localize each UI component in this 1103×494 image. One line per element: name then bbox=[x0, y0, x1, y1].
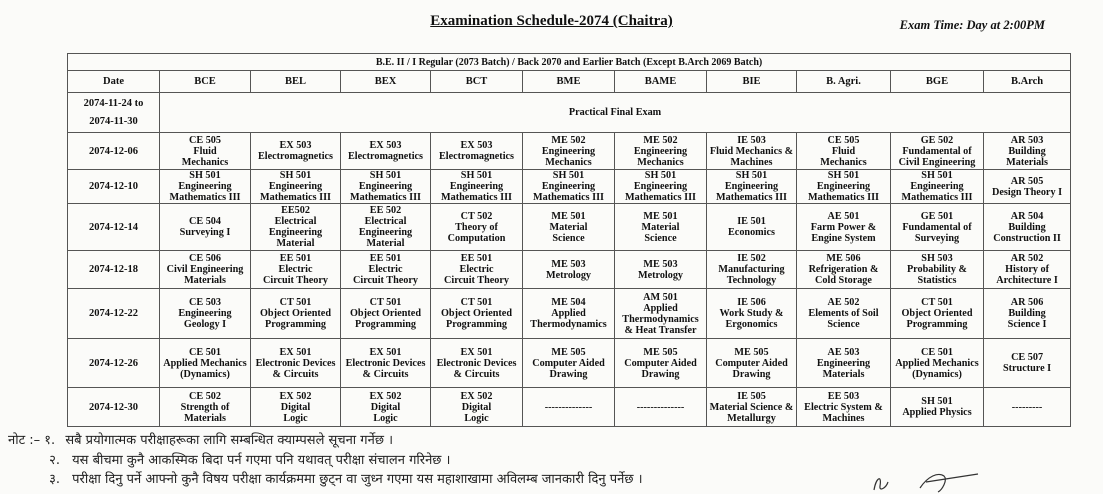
subject-cell: AR 503 Building Materials bbox=[984, 133, 1071, 170]
subject-cell: AR 502 History of Architecture I bbox=[984, 251, 1071, 289]
header-row bbox=[68, 71, 1071, 93]
subject-cell: EX 502 Digital Logic bbox=[341, 388, 431, 427]
date-cell: 2074-12-06 bbox=[68, 133, 160, 170]
date-cell: 2074-12-26 bbox=[68, 339, 160, 388]
subject-cell: ME 505 Computer Aided Drawing bbox=[615, 339, 707, 388]
subject-cell: --------- bbox=[984, 388, 1071, 427]
subject-cell: GE 501 Fundamental of Surveying bbox=[891, 204, 984, 251]
column-header: Date bbox=[68, 71, 160, 93]
column-header: BEL bbox=[251, 71, 341, 93]
subject-cell: AE 502 Elements of Soil Science bbox=[797, 289, 891, 339]
subject-cell: -------------- bbox=[615, 388, 707, 427]
subject-cell: SH 501 Engineering Mathematics III bbox=[251, 170, 341, 204]
note-number: ३. bbox=[49, 472, 60, 487]
subject-cell: EE 502 Electrical Engineering Material bbox=[341, 204, 431, 251]
column-header: BCE bbox=[160, 71, 251, 93]
column-header: BIE bbox=[707, 71, 797, 93]
subject-cell: CE 504 Surveying I bbox=[160, 204, 251, 251]
subject-cell: IE 501 Economics bbox=[707, 204, 797, 251]
schedule-row bbox=[68, 204, 1071, 251]
subject-cell: IE 502 Manufacturing Technology bbox=[707, 251, 797, 289]
subject-cell: SH 501 Engineering Mathematics III bbox=[891, 170, 984, 204]
subject-cell: SH 501 Engineering Mathematics III bbox=[615, 170, 707, 204]
practical-exam-label: Practical Final Exam bbox=[160, 93, 1071, 133]
subject-cell: SH 501 Engineering Mathematics III bbox=[160, 170, 251, 204]
note-item bbox=[8, 451, 643, 471]
note-text: सबै प्रयोगात्मक परीक्षाहरूका लागि सम्बन्धित क्याम्पसले सूचना गर्नेछ । bbox=[65, 433, 393, 448]
subject-cell: ME 504 Applied Thermodynamics bbox=[523, 289, 615, 339]
exam-time: Exam Time: Day at 2:00PM bbox=[899, 18, 1045, 32]
subject-cell: CE 505 Fluid Mechanics bbox=[160, 133, 251, 170]
column-header: BEX bbox=[341, 71, 431, 93]
subject-cell: CE 501 Applied Mechanics (Dynamics) bbox=[160, 339, 251, 388]
subject-cell: CT 501 Object Oriented Programming bbox=[341, 289, 431, 339]
practical-date-start: 2074-11-24 to bbox=[83, 98, 144, 109]
note-item bbox=[8, 470, 643, 490]
subject-cell: AE 503 Engineering Materials bbox=[797, 339, 891, 388]
signature bbox=[868, 468, 1018, 494]
column-header: B. Agri. bbox=[797, 71, 891, 93]
schedule-table bbox=[67, 53, 1071, 427]
note-number: २. bbox=[49, 452, 60, 468]
practical-row bbox=[68, 93, 1071, 133]
subject-cell: GE 502 Fundamental of Civil Engineering bbox=[891, 133, 984, 170]
subject-cell: ME 505 Computer Aided Drawing bbox=[707, 339, 797, 388]
subject-cell: EE 503 Electric System & Machines bbox=[797, 388, 891, 427]
subject-cell: ME 503 Metrology bbox=[615, 251, 707, 289]
subject-cell: EE502 Electrical Engineering Material bbox=[251, 204, 341, 251]
subject-cell: EE 501 Electric Circuit Theory bbox=[251, 251, 341, 289]
subject-cell: AR 505 Design Theory I bbox=[984, 170, 1071, 204]
subject-cell: SH 501 Engineering Mathematics III bbox=[707, 170, 797, 204]
subject-cell: ME 505 Computer Aided Drawing bbox=[523, 339, 615, 388]
column-header: BGE bbox=[891, 71, 984, 93]
subject-cell: SH 503 Probability & Statistics bbox=[891, 251, 984, 289]
schedule-row bbox=[68, 170, 1071, 204]
page-title: Examination Schedule-2074 (Chaitra) bbox=[430, 13, 673, 29]
subject-cell: -------------- bbox=[523, 388, 615, 427]
subject-cell: SH 501 Applied Physics bbox=[891, 388, 984, 427]
subject-cell: AR 504 Building Construction II bbox=[984, 204, 1071, 251]
date-cell: 2074-12-14 bbox=[68, 204, 160, 251]
subject-cell: EE 501 Electric Circuit Theory bbox=[431, 251, 523, 289]
subject-cell: SH 501 Engineering Mathematics III bbox=[341, 170, 431, 204]
subject-cell: IE 506 Work Study & Ergonomics bbox=[707, 289, 797, 339]
subject-cell: CE 501 Applied Mechanics (Dynamics) bbox=[891, 339, 984, 388]
subject-cell: CT 502 Theory of Computation bbox=[431, 204, 523, 251]
schedule-row bbox=[68, 289, 1071, 339]
subject-cell: ME 503 Metrology bbox=[523, 251, 615, 289]
subject-cell: CT 501 Object Oriented Programming bbox=[251, 289, 341, 339]
subject-cell: CT 501 Object Oriented Programming bbox=[891, 289, 984, 339]
subject-cell: CE 503 Engineering Geology I bbox=[160, 289, 251, 339]
subject-cell: ME 502 Engineering Mechanics bbox=[523, 133, 615, 170]
subject-cell: IE 505 Material Science & Metallurgy bbox=[707, 388, 797, 427]
subject-cell: ME 506 Refrigeration & Cold Storage bbox=[797, 251, 891, 289]
subject-cell: ME 501 Material Science bbox=[523, 204, 615, 251]
subject-cell: SH 501 Engineering Mathematics III bbox=[523, 170, 615, 204]
subject-cell: CE 505 Fluid Mechanics bbox=[797, 133, 891, 170]
notes-section bbox=[8, 431, 643, 490]
subject-cell: EX 503 Electromagnetics bbox=[431, 133, 523, 170]
note-text: परीक्षा दिनु पर्ने आफ्नो कुनै विषय परीक्षा कार्यक्रममा छुट्न वा जुध्न गएमा यस महाशाखामा अविलम्ब जानकारी दिनु पर्नेछ । bbox=[72, 472, 643, 487]
schedule-row bbox=[68, 251, 1071, 289]
note-prefix: नोट :– bbox=[8, 433, 41, 448]
subject-cell: AM 501 Applied Thermodynamics & Heat Transfer bbox=[615, 289, 707, 339]
schedule-row bbox=[68, 133, 1071, 170]
note-number: १. bbox=[44, 433, 56, 448]
subject-cell: AR 506 Building Science I bbox=[984, 289, 1071, 339]
subject-cell: ME 502 Engineering Mechanics bbox=[615, 133, 707, 170]
note-item bbox=[8, 431, 643, 451]
subject-cell: CE 507 Structure I bbox=[984, 339, 1071, 388]
subject-cell: EX 501 Electronic Devices & Circuits bbox=[341, 339, 431, 388]
subject-cell: ME 501 Material Science bbox=[615, 204, 707, 251]
subject-cell: AE 501 Farm Power & Engine System bbox=[797, 204, 891, 251]
column-header: BME bbox=[523, 71, 615, 93]
column-header: BAME bbox=[615, 71, 707, 93]
date-cell: 2074-12-30 bbox=[68, 388, 160, 427]
subject-cell: EX 501 Electronic Devices & Circuits bbox=[431, 339, 523, 388]
subject-cell: EE 501 Electric Circuit Theory bbox=[341, 251, 431, 289]
date-cell bbox=[68, 93, 160, 133]
schedule-row bbox=[68, 339, 1071, 388]
subject-cell: EX 503 Electromagnetics bbox=[341, 133, 431, 170]
subject-cell: CE 502 Strength of Materials bbox=[160, 388, 251, 427]
subject-cell: SH 501 Engineering Mathematics III bbox=[797, 170, 891, 204]
subject-cell: EX 501 Electronic Devices & Circuits bbox=[251, 339, 341, 388]
subject-cell: IE 503 Fluid Mechanics & Machines bbox=[707, 133, 797, 170]
note-text: यस बीचमा कुनै आकस्मिक बिदा पर्न गएमा पनि यथावत् परीक्षा संचालन गरिनेछ । bbox=[72, 452, 451, 468]
subject-cell: EX 502 Digital Logic bbox=[251, 388, 341, 427]
subject-cell: SH 501 Engineering Mathematics III bbox=[431, 170, 523, 204]
date-cell: 2074-12-22 bbox=[68, 289, 160, 339]
date-cell: 2074-12-10 bbox=[68, 170, 160, 204]
subject-cell: EX 502 Digital Logic bbox=[431, 388, 523, 427]
column-header: BCT bbox=[431, 71, 523, 93]
schedule-row bbox=[68, 388, 1071, 427]
date-cell: 2074-12-18 bbox=[68, 251, 160, 289]
batch-banner: B.E. II / I Regular (2073 Batch) / Back 2070 and Earlier Batch (Except B.Arch 2069 Batch) bbox=[68, 54, 1071, 71]
subject-cell: CT 501 Object Oriented Programming bbox=[431, 289, 523, 339]
subject-cell: CE 506 Civil Engineering Materials bbox=[160, 251, 251, 289]
column-header: B.Arch bbox=[984, 71, 1071, 93]
subject-cell: EX 503 Electromagnetics bbox=[251, 133, 341, 170]
practical-date-end: 2074-11-30 bbox=[89, 116, 138, 127]
